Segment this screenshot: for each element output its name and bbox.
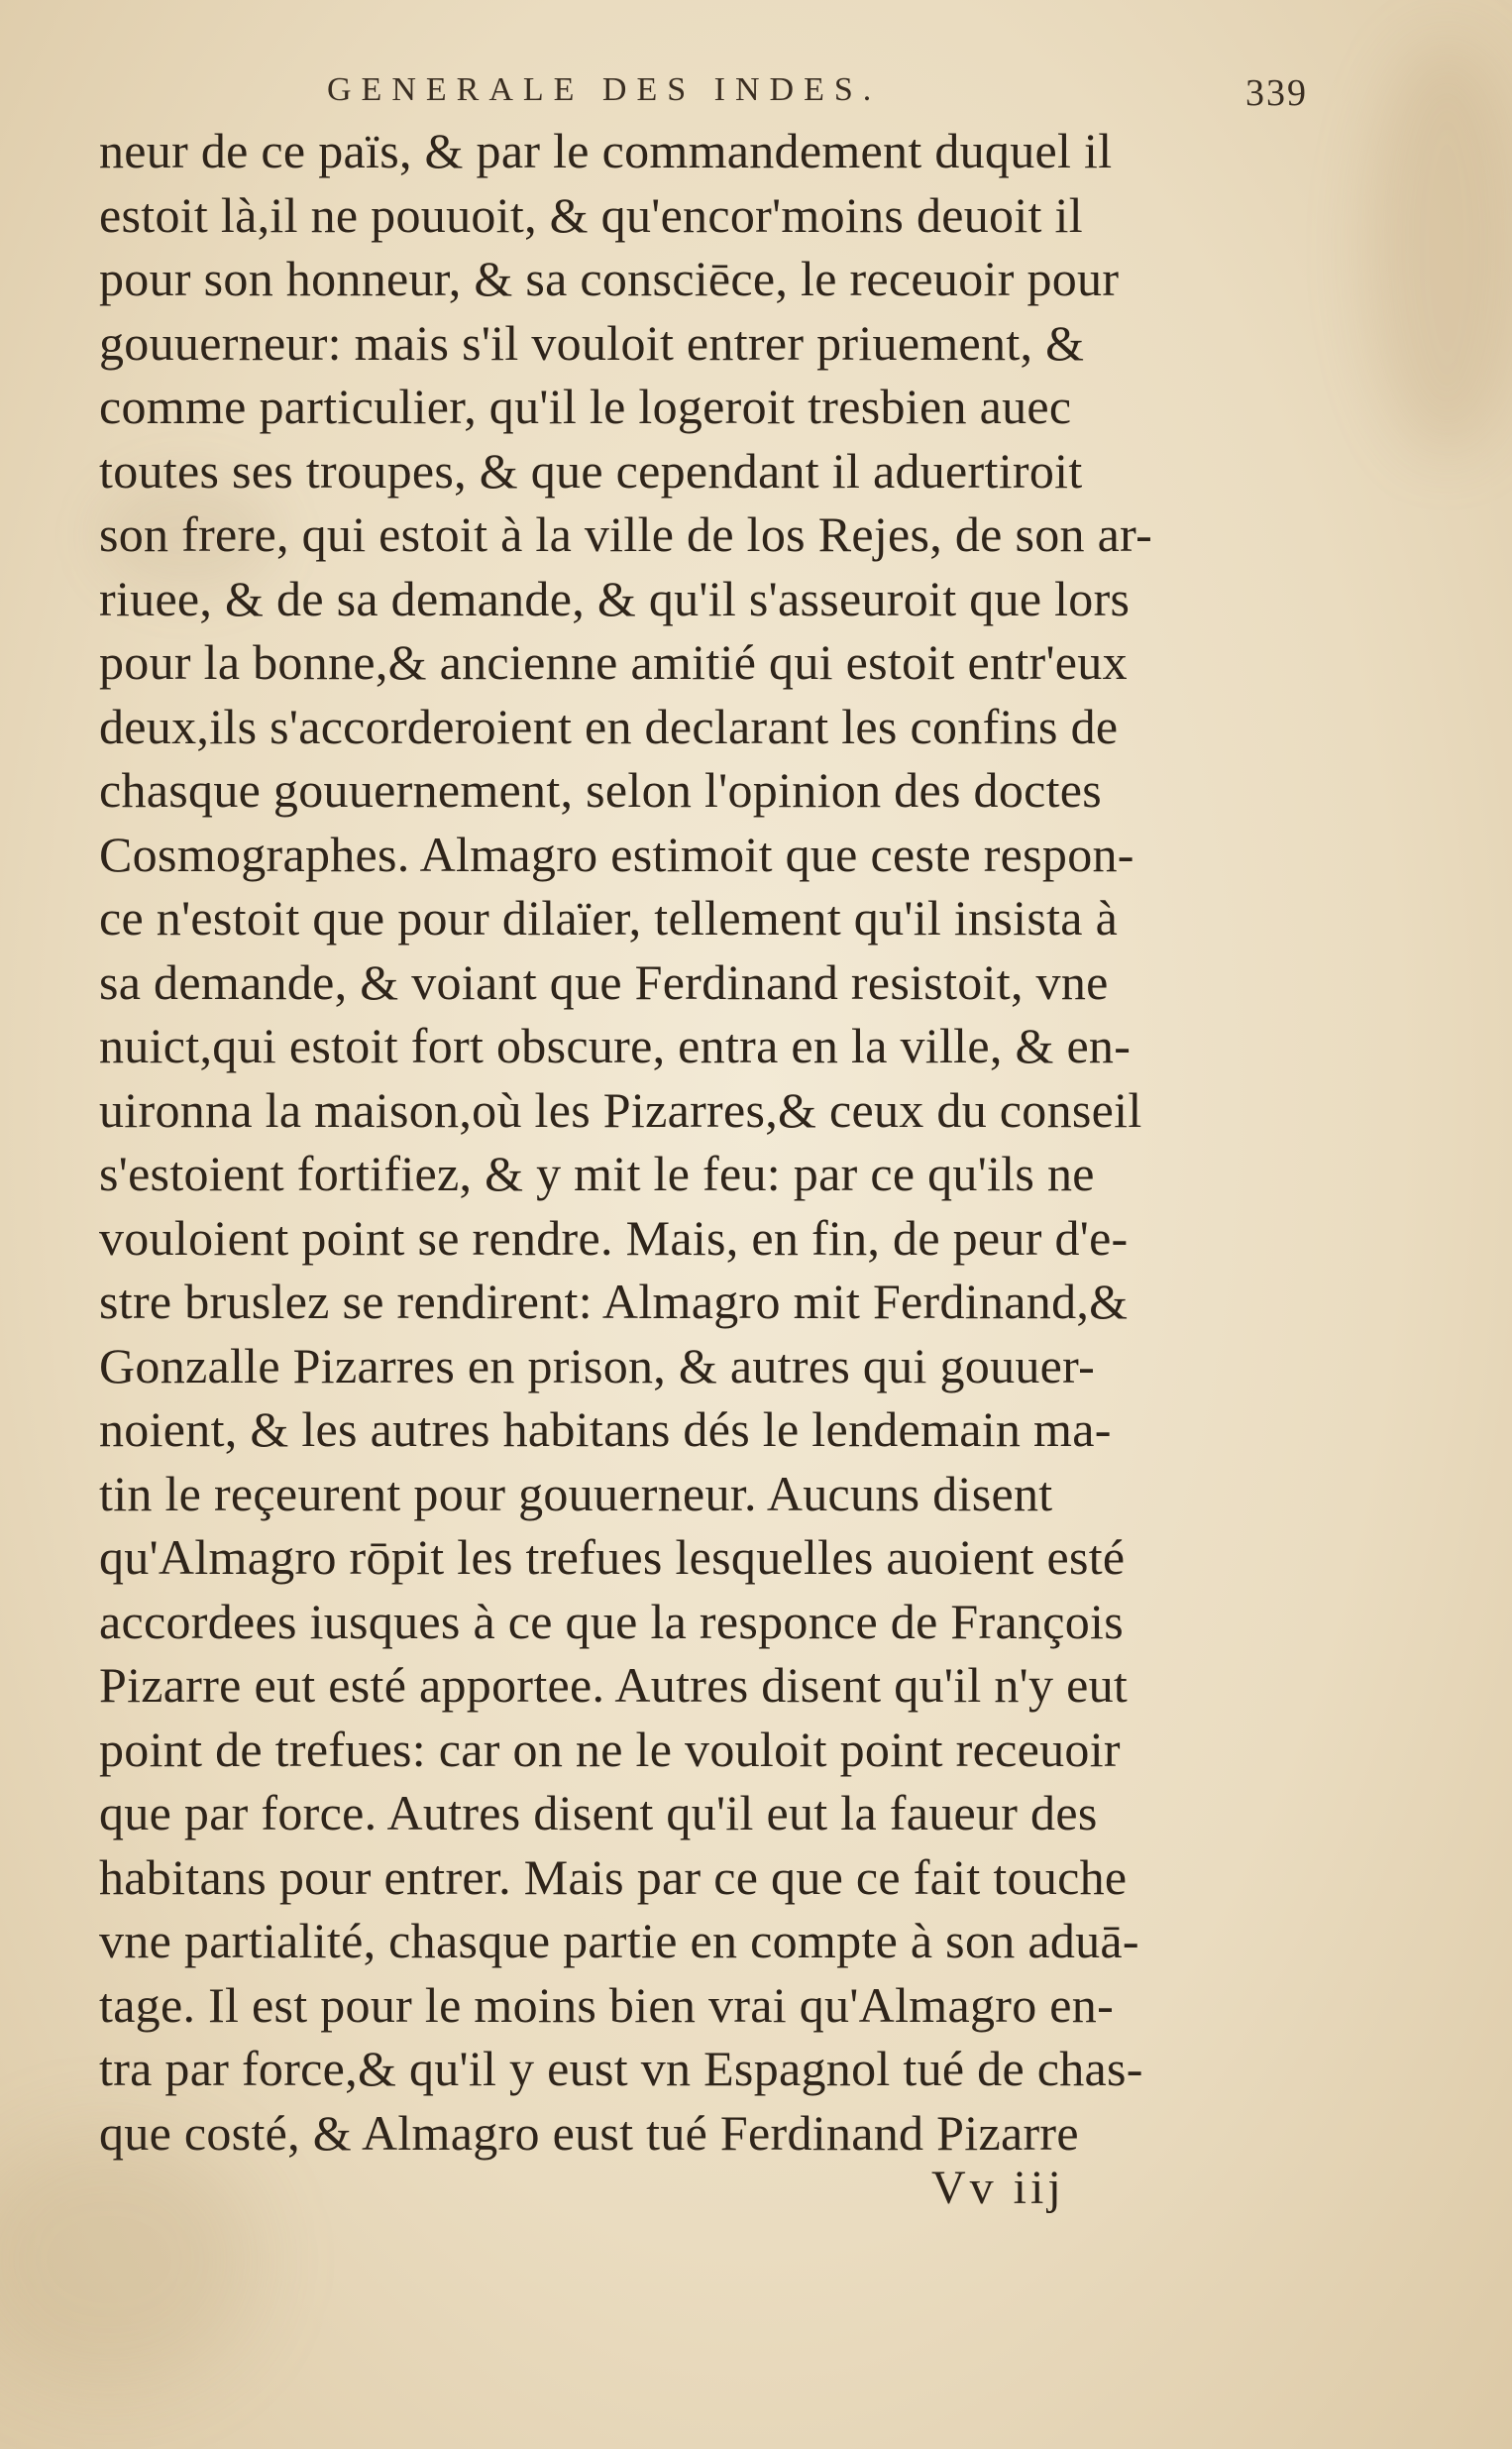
text-line: estoit là,il ne pouuoit, & qu'encor'moins deuoit il (99, 186, 1083, 243)
text-line: tin le reçeurent pour gouuerneur. Aucuns disent (99, 1465, 1053, 1521)
page-number: 339 (1245, 72, 1308, 114)
paper-stain (1367, 40, 1512, 456)
text-line: stre bruslez se rendirent: Almagro mit Ferdinand,& (99, 1274, 1129, 1329)
text-line: neur de ce païs, & par le commandement duquel il (99, 123, 1113, 178)
text-line: Cosmographes. Almagro estimoit que ceste respon- (99, 826, 1134, 882)
text-line: comme particulier, qu'il le logeroit tresbien auec (99, 379, 1072, 434)
text-line: pour la bonne,& ancienne amitié qui estoit entr'eux (99, 634, 1128, 690)
text-line: qu'Almagro rōpit les trefues lesquelles auoient esté (99, 1529, 1126, 1585)
running-head (327, 71, 1318, 119)
text-line: chasque gouuernement, selon l'opinion des doctes (99, 762, 1103, 818)
text-line: deux,ils s'accorderoient en declarant les confins de (99, 698, 1119, 754)
text-line: point de trefues: car on ne le vouloit point receuoir (99, 1721, 1121, 1777)
text-line: son frere, qui estoit à la ville de los Rejes, de son ar- (99, 506, 1153, 562)
text-line: Pizarre eut esté apportee. Autres disent qu'il n'y eut (99, 1657, 1129, 1713)
text-line: uironna la maison,où les Pizarres,& ceux du conseil (99, 1081, 1142, 1138)
text-line: tage. Il est pour le moins bien vrai qu'Almagro en- (99, 1976, 1115, 2033)
text-line: Gonzalle Pizarres en prison, & autres qui gouuer- (99, 1337, 1096, 1393)
paper-stain (0, 2131, 258, 2389)
body-text (99, 119, 1308, 2165)
running-title: GENERALE DES INDES. (327, 71, 882, 108)
text-line: que par force. Autres disent qu'il eut la faueur des (99, 1785, 1098, 1840)
text-line: vne partialité, chasque partie en compte à son aduā- (99, 1913, 1139, 1968)
text-line: sa demande, & voiant que Ferdinand resistoit, vne (99, 953, 1109, 1010)
text-line: gouuerneur: mais s'il vouloit entrer priuement, & (99, 314, 1085, 371)
text-line: riuee, & de sa demande, & qu'il s'asseuroit que lors (99, 570, 1131, 626)
text-line: toutes ses troupes, & que cependant il aduertiroit (99, 442, 1083, 499)
text-line: vouloient point se rendre. Mais, en fin, de peur d'e- (99, 1209, 1129, 1266)
text-line: tra par force,& qu'il y eust vn Espagnol tué de chas- (99, 2041, 1143, 2096)
text-line: habitans pour entrer. Mais par ce que ce fait touche (99, 1848, 1128, 1905)
text-line: nuict,qui estoit fort obscure, entra en la ville, & en- (99, 1018, 1132, 1073)
text-line: s'estoient fortifiez, & y mit le feu: par ce qu'ils ne (99, 1146, 1095, 1201)
text-line: noient, & les autres habitans dés le lendemain ma- (99, 1401, 1112, 1457)
text-line: que costé, & Almagro eust tué Ferdinand Pizarre (99, 2104, 1079, 2161)
text-line: accordees iusques à ce que la responce de François (99, 1593, 1124, 1649)
signature-mark: Vv iij (931, 2162, 1065, 2214)
text-line: ce n'estoit que pour dilaïer, tellement qu'il insista à (99, 890, 1119, 946)
text-line: pour son honneur, & sa consciēce, le receuoir pour (99, 251, 1120, 306)
